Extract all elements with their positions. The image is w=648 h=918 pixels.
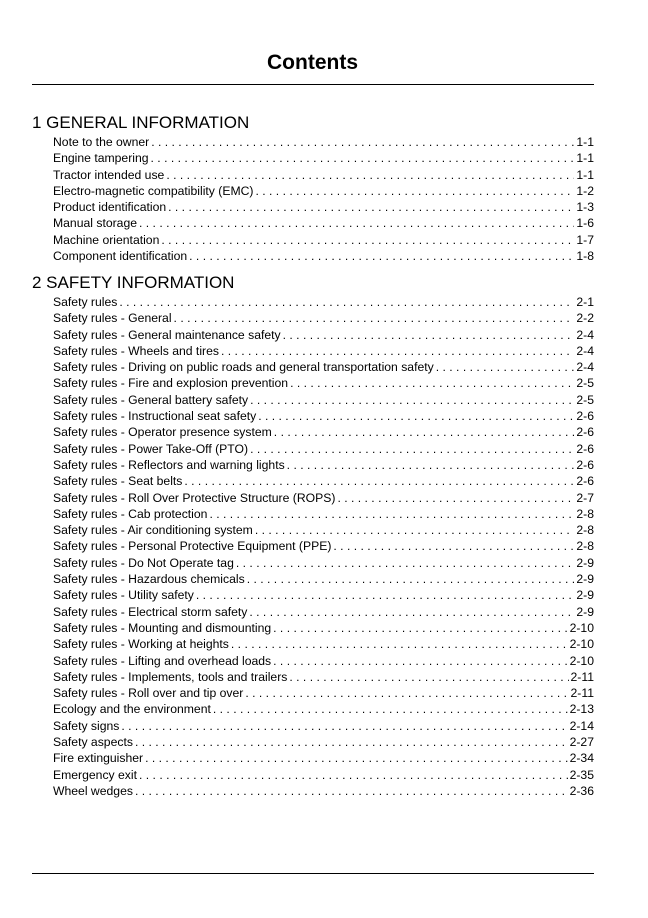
toc-entry[interactable]	[53, 767, 594, 783]
toc-entry[interactable]	[53, 571, 594, 587]
dot-leader	[121, 718, 567, 734]
dot-leader	[161, 232, 574, 248]
toc-entry-page-number: 2-11	[570, 669, 594, 684]
toc-entry-title: Safety rules - Cab protection	[53, 506, 208, 521]
toc-entry-title: Safety rules - Instructional seat safety	[53, 409, 257, 424]
toc-entry-page-number: 2-27	[569, 735, 594, 750]
toc-entry-page-number: 2-7	[576, 490, 594, 505]
toc-entry-title: Electro-magnetic compatibility (EMC)	[53, 183, 254, 198]
dot-leader	[273, 653, 567, 669]
toc-entry[interactable]	[53, 134, 594, 150]
toc-entry[interactable]	[53, 522, 594, 538]
toc-entry[interactable]	[53, 555, 594, 571]
toc-entry-page-number: 2-10	[569, 637, 594, 652]
toc-entry-page-number: 2-6	[576, 425, 594, 440]
toc-entry[interactable]	[53, 620, 594, 636]
toc-entry[interactable]	[53, 199, 594, 215]
dot-leader	[139, 215, 574, 231]
toc-entry-title: Fire extinguisher	[53, 751, 144, 766]
toc-entry-title: Note to the owner	[53, 135, 150, 149]
toc-entry-title: Safety rules - Electrical storm safety	[53, 604, 248, 619]
toc-entry[interactable]	[53, 441, 594, 457]
dot-leader	[151, 150, 575, 166]
toc-entry[interactable]	[53, 701, 594, 717]
toc-entry[interactable]	[53, 248, 594, 264]
dot-leader	[245, 685, 568, 701]
toc-entry-page-number: 1-7	[576, 232, 594, 247]
toc-entry-page-number: 2-6	[576, 441, 594, 456]
toc-entry-page-number: 2-9	[576, 604, 594, 619]
toc-entry-page-number: 1-1	[576, 151, 594, 166]
toc-entry-title: Safety rules - Operator presence system	[53, 425, 272, 440]
toc-entry[interactable]	[53, 506, 594, 522]
section-heading: 2 SAFETY INFORMATION	[32, 273, 235, 292]
dot-leader	[333, 538, 574, 554]
toc-entry-list	[53, 294, 594, 799]
dot-leader	[135, 734, 568, 750]
dot-leader	[196, 587, 574, 603]
toc-entry-title: Safety rules - General maintenance safety	[53, 327, 281, 342]
toc-entry[interactable]	[53, 473, 594, 489]
toc-entry-title: Safety rules - Wheels and tires	[53, 343, 219, 358]
toc-entry-page-number: 2-5	[576, 392, 594, 407]
dot-leader	[231, 636, 568, 652]
toc-entry[interactable]	[53, 457, 594, 473]
toc-entry-title: Safety aspects	[53, 735, 133, 750]
toc-entry-page-number: 2-9	[576, 572, 594, 587]
dot-leader	[255, 183, 574, 199]
toc-entry[interactable]	[53, 424, 594, 440]
toc-entry[interactable]	[53, 718, 594, 734]
toc-entry[interactable]	[53, 375, 594, 391]
toc-entry-page-number: 2-6	[576, 457, 594, 472]
toc-entry-page-number: 2-4	[576, 327, 594, 342]
toc-entry-page-number: 2-4	[576, 343, 594, 358]
toc-entry-page-number: 2-13	[569, 702, 594, 717]
dot-leader	[287, 457, 575, 473]
toc-entry-title: Safety rules - Seat belts	[53, 474, 183, 489]
toc-entry-title: Machine orientation	[53, 232, 160, 247]
toc-entry[interactable]	[53, 685, 594, 701]
dot-leader	[189, 248, 574, 264]
toc-entry-title: Safety rules - Do Not Operate tag	[53, 555, 234, 570]
section-heading: 1 GENERAL INFORMATION	[32, 113, 250, 132]
dot-leader	[119, 294, 574, 310]
dot-leader	[273, 620, 567, 636]
toc-entry-page-number: 2-2	[576, 311, 594, 326]
toc-entry-title: Product identification	[53, 200, 167, 215]
dot-leader	[221, 343, 574, 359]
toc-entry-title: Safety rules - Utility safety	[53, 588, 194, 603]
toc-entry[interactable]	[53, 734, 594, 750]
toc-entry[interactable]	[53, 215, 594, 231]
toc-entry-page-number: 2-36	[569, 783, 594, 798]
toc-entry[interactable]	[53, 183, 594, 199]
dot-leader	[166, 167, 574, 183]
toc-entry-list	[53, 134, 594, 264]
dot-leader	[184, 473, 574, 489]
dot-leader	[139, 767, 568, 783]
toc-entry[interactable]	[53, 750, 594, 766]
toc-entry-page-number: 2-11	[570, 686, 594, 701]
dot-leader	[274, 424, 575, 440]
toc-entry[interactable]	[53, 167, 594, 183]
toc-entry-page-number: 2-8	[576, 539, 594, 554]
dot-leader	[250, 441, 574, 457]
toc-entry-title: Safety rules - Implements, tools and trailers	[53, 669, 288, 684]
toc-entry-page-number: 1-3	[576, 200, 594, 215]
toc-entry-title: Safety signs	[53, 718, 120, 733]
dot-leader	[289, 669, 568, 685]
dot-leader	[168, 199, 574, 215]
toc-entry[interactable]	[53, 490, 594, 506]
toc-entry-title: Safety rules - Driving on public roads and general transportation safety	[53, 360, 434, 375]
toc-entry[interactable]	[53, 587, 594, 603]
toc-entry-page-number: 2-9	[576, 588, 594, 603]
toc-section-general-information	[32, 112, 594, 264]
header-divider	[32, 84, 594, 85]
toc-entry-page-number: 1-8	[576, 249, 594, 264]
toc-entry-title: Safety rules - Roll Over Protective Structure (ROPS)	[53, 490, 336, 505]
toc-entry-title: Safety rules - Power Take-Off (PTO)	[53, 441, 249, 456]
toc-entry-page-number: 1-1	[576, 135, 594, 149]
dot-leader	[283, 327, 575, 343]
toc-entry-title: Safety rules - Mounting and dismounting	[53, 620, 272, 635]
toc-entry-title: Safety rules - Personal Protective Equipment (PPE)	[53, 539, 332, 554]
toc-entry-title: Safety rules - Air conditioning system	[53, 523, 253, 538]
toc-entry[interactable]	[53, 359, 594, 375]
dot-leader	[174, 310, 575, 326]
toc-entry[interactable]	[53, 327, 594, 343]
toc-entry[interactable]	[53, 310, 594, 326]
toc-entry-page-number: 2-35	[569, 767, 594, 782]
toc-entry-title: Engine tampering	[53, 151, 149, 166]
toc-entry-page-number: 2-8	[576, 506, 594, 521]
dot-leader	[236, 555, 575, 571]
toc-entry-page-number: 2-34	[569, 751, 594, 766]
toc-entry-title: Safety rules - Hazardous chemicals	[53, 572, 245, 587]
toc-entry[interactable]	[53, 408, 594, 424]
toc-entry-title: Component identification	[53, 249, 188, 264]
toc-section-safety-information	[32, 272, 594, 799]
dot-leader	[337, 490, 574, 506]
dot-leader	[255, 522, 575, 538]
dot-leader	[249, 604, 574, 620]
toc-entry[interactable]	[53, 783, 594, 799]
dot-leader	[247, 571, 575, 587]
toc-entry-page-number: 2-10	[569, 620, 594, 635]
toc-entry-title: Safety rules	[53, 295, 118, 309]
toc-entry-page-number: 2-6	[576, 474, 594, 489]
toc-entry-title: Safety rules - Working at heights	[53, 637, 229, 652]
toc-entry-page-number: 2-14	[569, 718, 594, 733]
toc-entry-page-number: 2-4	[576, 360, 594, 375]
toc-entry-page-number: 2-6	[576, 409, 594, 424]
toc-entry-page-number: 2-5	[576, 376, 594, 391]
toc-entry-title: Tractor intended use	[53, 167, 165, 182]
toc-entry-page-number: 1-1	[576, 167, 594, 182]
toc-entry[interactable]	[53, 636, 594, 652]
page-title: Contents	[267, 51, 358, 74]
toc-entry[interactable]	[53, 392, 594, 408]
toc-entry[interactable]	[53, 232, 594, 248]
toc-entry-title: Safety rules - Reflectors and warning lights	[53, 457, 285, 472]
toc-entry-title: Safety rules - Roll over and tip over	[53, 686, 244, 701]
toc-entry-title: Safety rules - General	[53, 311, 172, 326]
toc-entry-title: Safety rules - General battery safety	[53, 392, 249, 407]
toc-entry-title: Manual storage	[53, 216, 138, 231]
toc-entry-title: Safety rules - Lifting and overhead loads	[53, 653, 272, 668]
dot-leader	[258, 408, 574, 424]
toc-entry-page-number: 2-9	[576, 555, 594, 570]
dot-leader	[250, 392, 574, 408]
toc-entry[interactable]	[53, 604, 594, 620]
toc-entry-title: Safety rules - Fire and explosion prevention	[53, 376, 289, 391]
dot-leader	[436, 359, 575, 375]
dot-leader	[151, 134, 574, 150]
toc-entry[interactable]	[53, 669, 594, 685]
toc-entry[interactable]	[53, 653, 594, 669]
toc-entry[interactable]	[53, 538, 594, 554]
toc-entry[interactable]	[53, 294, 594, 310]
dot-leader	[213, 701, 568, 717]
dot-leader	[135, 783, 568, 799]
dot-leader	[145, 750, 568, 766]
dot-leader	[290, 375, 574, 391]
toc-entry-page-number: 1-2	[576, 183, 594, 198]
toc-entry[interactable]	[53, 150, 594, 166]
footer-divider	[32, 873, 594, 874]
toc-entry-page-number: 2-10	[569, 653, 594, 668]
dot-leader	[209, 506, 574, 522]
toc-entry-page-number: 1-6	[576, 216, 594, 231]
toc-entry-page-number: 2-1	[576, 295, 594, 309]
toc-entry[interactable]	[53, 343, 594, 359]
toc-entry-page-number: 2-8	[576, 523, 594, 538]
toc-entry-title: Emergency exit	[53, 767, 137, 782]
toc-entry-title: Ecology and the environment	[53, 702, 211, 717]
toc-entry-title: Wheel wedges	[53, 783, 133, 798]
